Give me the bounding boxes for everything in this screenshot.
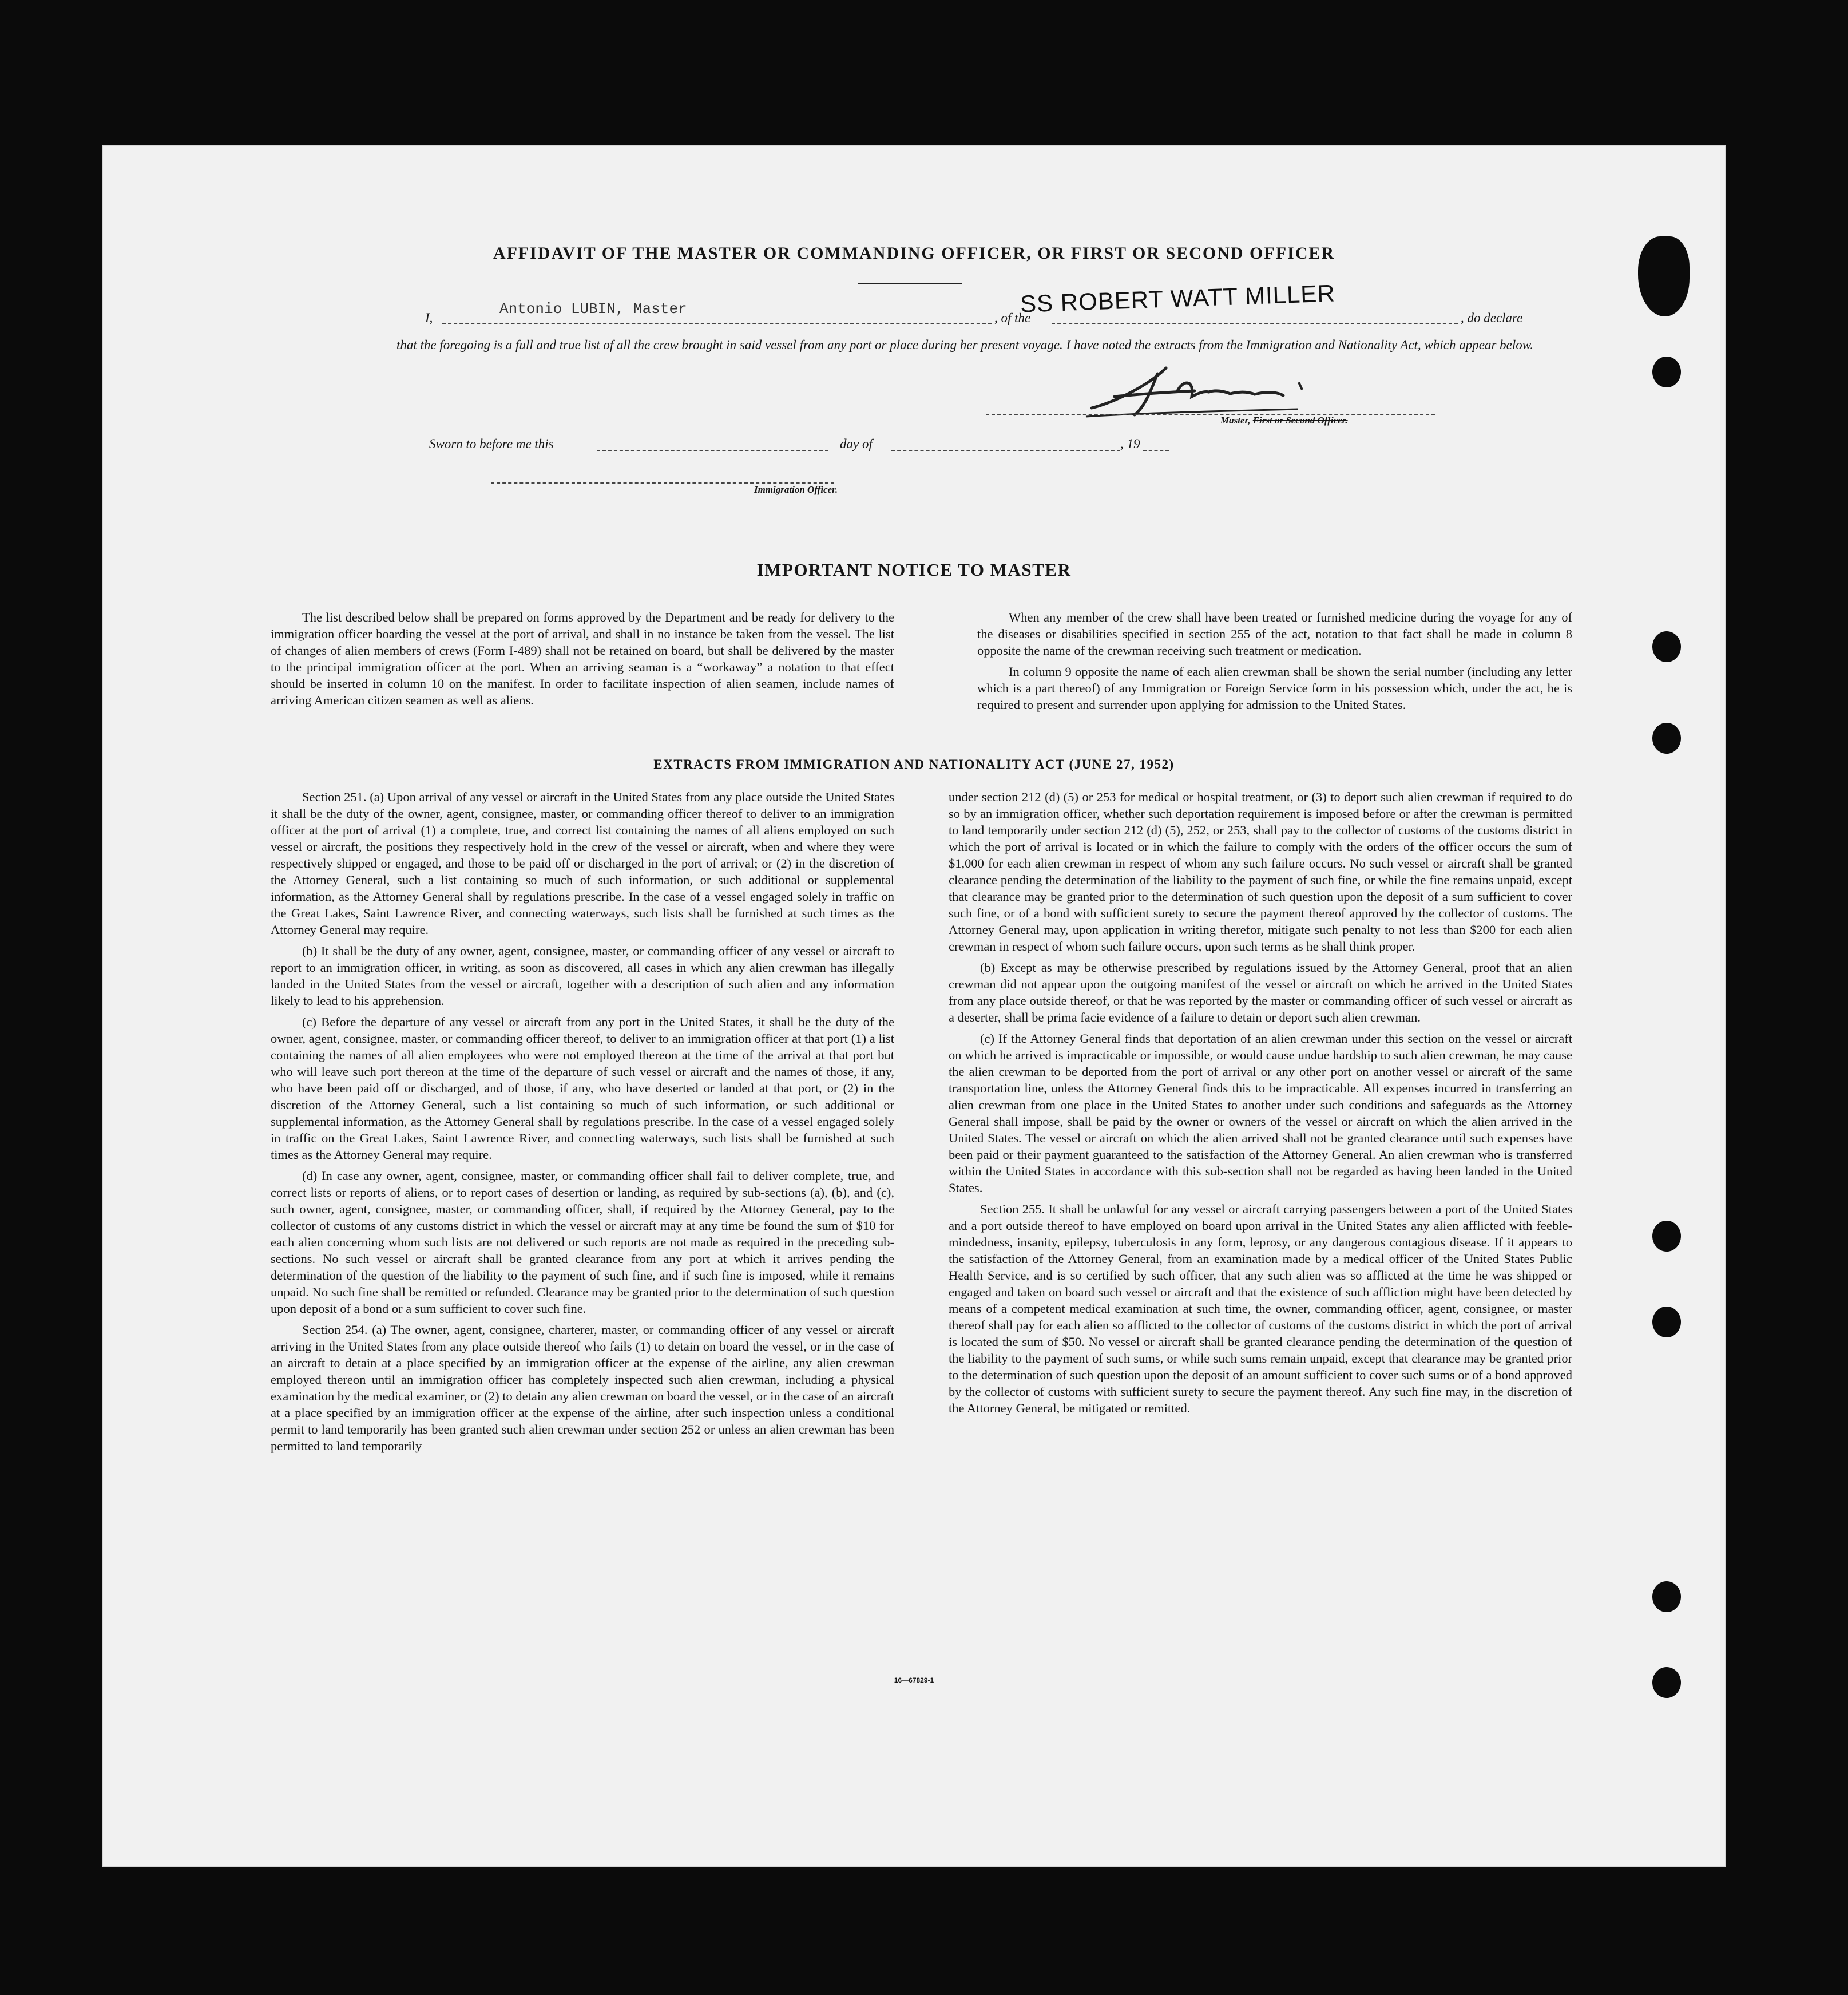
sworn-label: Sworn to before me this <box>429 437 554 451</box>
year-label: , 19 <box>1120 437 1140 451</box>
i-label: I, <box>425 311 433 325</box>
month-line <box>891 450 1120 451</box>
section-255: Section 255. It shall be unlawful for any vessel or aircraft carrying passengers between a port of the United States and a port outside thereof to have employed on board upon arrival in the United States any alien afflicted with feeble-mindedness, insanity, epilepsy, tuberculosis in any form, leprosy, or any dangerous contagious disease. If it appears to the satisfaction of the Attorney General, from an examination made by a medical officer of the United States Public Health Service, and is so certified by such officer, that any such alien was so afflicted at the time he was shipped or engaged and taken on board such vessel or aircraft and that the existence of such affliction might have been detected by means of a competent medical examination at such time, the owner, commanding officer, agent, consignee, or master thereof shall pay for each alien so afflicted to the collector of customs of the customs district in which the port of arrival is located the sum of $50. No vessel or aircraft shall be granted clearance pending the determination of the question of the liability to the payment of such sums, or while such sums remain unpaid, except that clearance may be granted prior to the determination of such question upon the deposit of an amount sufficient to cover such sums or of a bond approved by the collector of customs with sufficient surety to secure the payment thereof. Any such fine may, in the discretion of the Attorney General, be mitigated or remitted. <box>949 1202 1572 1415</box>
notice-right-column <box>977 609 1572 718</box>
vessel-name-line <box>1052 323 1458 324</box>
extracts-right-column <box>949 789 1572 1421</box>
section-251-d: (d) In case any owner, agent, consignee, master, or commanding officer shall fail to deliver complete, true, and correct lists or reports of aliens, or to report cases of desertion or landing, as required by sub-sections (a), (b), and (c), such owner, agent, consignee, master, or commanding officer, shall, if required by the Attorney General, pay to the collector of customs of any customs district in which the vessel or aircraft may at any time be found the sum of $10 for each alien concerning whom such lists are not delivered or such reports are not made as required in the preceding sub-sections. No such vessel or aircraft shall be granted clearance from any port at which it arrives pending the determination of the question of the liability to the payment of such fine, and if such fine is imposed, while it remains unpaid. No such fine shall be remitted or refunded. Clearance may be granted prior to the determination of such question upon deposit of a bond or a sum sufficient to cover such fine. <box>271 1169 894 1316</box>
section-251-b: (b) It shall be the duty of any owner, agent, consignee, master, or commanding officer of any vessel or aircraft to report to an immigration officer, in writing, as soon as discovered, all cases in which any alien crewman has illegally landed in the United States from the vessel or aircraft, together with a description of such alien and any information likely to lead to his apprehension. <box>271 944 894 1008</box>
punch-hole <box>1652 357 1681 387</box>
caption-master: Master, <box>1220 415 1251 426</box>
affidavit-title: AFFIDAVIT OF THE MASTER OR COMMANDING OFFICER, OR FIRST OR SECOND OFFICER <box>493 244 1335 263</box>
section-254-a: Section 254. (a) The owner, agent, consignee, charterer, master, or commanding officer of any vessel or aircraft arriving in the United States from any place outside thereof who fails (1) to detain on board the vessel, or in the case of an aircraft to detain at a place specified by an immigration officer at the expense of the airline, any alien crewman employed thereon until an immigration officer has completely inspected such alien crewman, including a physical examination by the medical examiner, or (2) to detain any alien crewman on board the vessel, or in the case of an aircraft at a place specified by an immigration officer at the expense of the airline, after such inspection unless a conditional permit to land temporarily has been granted such alien crewman under section 252 or unless an alien crewman has been permitted to land temporarily <box>271 1323 894 1453</box>
section-251-a: Section 251. (a) Upon arrival of any vessel or aircraft in the United States from any place outside the United States it shall be the duty of the owner, agent, consignee, master, or commanding officer thereof to deliver to an immigration officer at the port of arrival (1) a complete, true, and correct list containing the names of all aliens employed on such vessel or aircraft, the positions they respectively hold in the crew of the vessel or aircraft, when and where they were respectively shipped or engaged, and those to be paid off or discharged in the port of arrival; or (2) in the discretion of the Attorney General, such a list containing so much of such information, or such additional or supplemental information, as the Attorney General shall by regulations prescribe. In the case of a vessel engaged solely in traffic on the Great Lakes, Saint Lawrence River, and connecting waterways, such lists shall be furnished at such times as the Attorney General may require. <box>271 790 894 937</box>
of-the-label: , of the <box>994 311 1031 325</box>
section-254-b: (b) Except as may be otherwise prescribed by regulations issued by the Attorney General, proof that an alien crewman did not appear upon the outgoing manifest of the vessel or aircraft on which he arrived in the United States from any place outside thereof, or that he was reported by the master or commanding officer of such vessel or aircraft as a deserter, shall be prima facie evidence of a failure to detain or deport such alien crewman. <box>949 960 1572 1024</box>
notice-left-paragraph: The list described below shall be prepared on forms approved by the Department and be ready for delivery to the immigration officer boarding the vessel at the port of arrival, and shall in no instance be taken from the vessel. The list of changes of alien members of crews (Form I-489) shall not be retained on board, but shall be delivered by the master to the principal immigration officer at the port. When an arriving seaman is a “workaway” a notation to that effect should be inserted in column 10 on the manifest. In order to facilitate inspection of alien seamen, include names of arriving American citizen seamen as well as aliens. <box>271 610 894 707</box>
sworn-date-line <box>597 450 828 451</box>
form-code: 16—67829-1 <box>894 1676 934 1684</box>
day-of-label: day of <box>840 437 873 451</box>
signature-caption <box>1220 415 1348 426</box>
punch-hole <box>1652 1667 1681 1698</box>
edge-damage <box>1638 236 1690 316</box>
extracts-title: EXTRACTS FROM IMMIGRATION AND NATIONALITY ACT (JUNE 27, 1952) <box>653 757 1175 771</box>
section-254-c: (c) If the Attorney General finds that deportation of an alien crewman under this section on the vessel or aircraft on which he arrived is impracticable or impossible, or would cause undue hardship to such alien crewman, he may cause the alien crewman to be deported from the port of arrival or any other port on another vessel or aircraft of the same transportation line, unless the Attorney General finds this to be impracticable. All expenses incurred in transferring an alien crewman from one place in the United States to another under such conditions and safeguards as the Attorney General shall impose, shall be paid by the owner or owners of the vessel or aircraft on which the alien arrived in the United States. The vessel or aircraft on which the alien arrived shall not be granted clearance until such expenses have been paid or their payment guaranteed to the satisfaction of the Attorney General. An alien crewman who is transferred within the United States in accordance with this sub-section shall not be regarded as having been landed in the United States. <box>949 1031 1572 1195</box>
punch-hole <box>1652 1307 1681 1337</box>
section-251-c: (c) Before the departure of any vessel or aircraft from any port in the United States, it shall be the duty of the owner, agent, consignee, master, or commanding officer thereof, to deliver to an immigration officer at that port (1) a list containing the names of all alien employees who were not employed thereon at the time of the arrival at that port but who will leave such port thereon at the time of the departure of such vessel or aircraft and the names of those, if any, who have been paid off or discharged, and of those, if any, who have deserted or landed at that port, or (2) in the discretion of the Attorney General, such a list containing so much of such information, or such additional or supplemental information, as the Attorney General shall by regulations prescribe. In the case of a vessel engaged solely in traffic on the Great Lakes, Saint Lawrence River, and connecting waterways, such lists shall be furnished at such times as the Attorney General may require. <box>271 1015 894 1162</box>
officer-signature-line <box>491 482 834 484</box>
section-254-a-continued: under section 212 (d) (5) or 253 for medical or hospital treatment, or (3) to deport such alien crewman if required to do so by an immigration officer, whether such deportation requirement is imposed before or after the crewman is permitted to land temporarily under section 212 (d) (5), 252, or 253, shall pay to the collector of customs of the customs district in which the port of arrival is located or in which the failure to comply with the orders of the officer occurs the sum of $1,000 for each alien crewman in respect of whom any such failure occurs. No such vessel or aircraft shall be granted clearance pending the determination of the liability to the payment of such fine, or while the fine remains unpaid, except that clearance may be granted prior to the determination of such question upon the deposit of a sum sufficient to cover such fine, or of a bond with sufficient surety to secure the payment thereof approved by the collector of customs. The Attorney General may, upon application in writing therefor, mitigate such penalty to not less than $200 for each alien crewman in respect of whom such failure occurs, upon such terms as he shall think proper. <box>949 790 1572 953</box>
punch-hole <box>1652 1221 1681 1252</box>
signature-line <box>986 414 1435 415</box>
punch-hole <box>1652 1581 1681 1612</box>
master-name-value: Antonio LUBIN, Master <box>499 300 687 318</box>
caption-struck-officer: First or Second Officer. <box>1252 415 1348 426</box>
year-line <box>1143 450 1169 451</box>
master-name-line <box>442 323 992 324</box>
notice-left-column <box>271 609 894 713</box>
extracts-left-column <box>271 789 894 1459</box>
notice-right-paragraph-1: When any member of the crew shall have been treated or furnished medicine during the voyage for any of the diseases or disabilities specified in section 255 of the act, notation to that fact shall be made in column 8 opposite the name of the crewman receiving such treatment or medication. <box>977 610 1572 658</box>
officer-caption: Immigration Officer. <box>754 484 838 495</box>
vessel-name-stamp: SS ROBERT WATT MILLER <box>1020 279 1336 318</box>
do-declare-label: , do declare <box>1461 311 1523 325</box>
declaration-text: that the foregoing is a full and true list of all the crew brought in said vessel from any port or place during her present voyage. I have noted the extracts from the Immigration and Nationality Act, which appear below. <box>396 338 1534 352</box>
punch-hole <box>1652 631 1681 662</box>
title-rule <box>858 283 962 284</box>
punch-hole <box>1652 723 1681 754</box>
notice-title: IMPORTANT NOTICE TO MASTER <box>756 560 1072 580</box>
form-page <box>102 145 1726 1867</box>
notice-right-paragraph-2: In column 9 opposite the name of each alien crewman shall be shown the serial number (including any letter which is a part thereof) of any Immigration or Foreign Service form in his possession which, under the act, he is required to present and surrender upon applying for admission to the United States. <box>977 664 1572 712</box>
